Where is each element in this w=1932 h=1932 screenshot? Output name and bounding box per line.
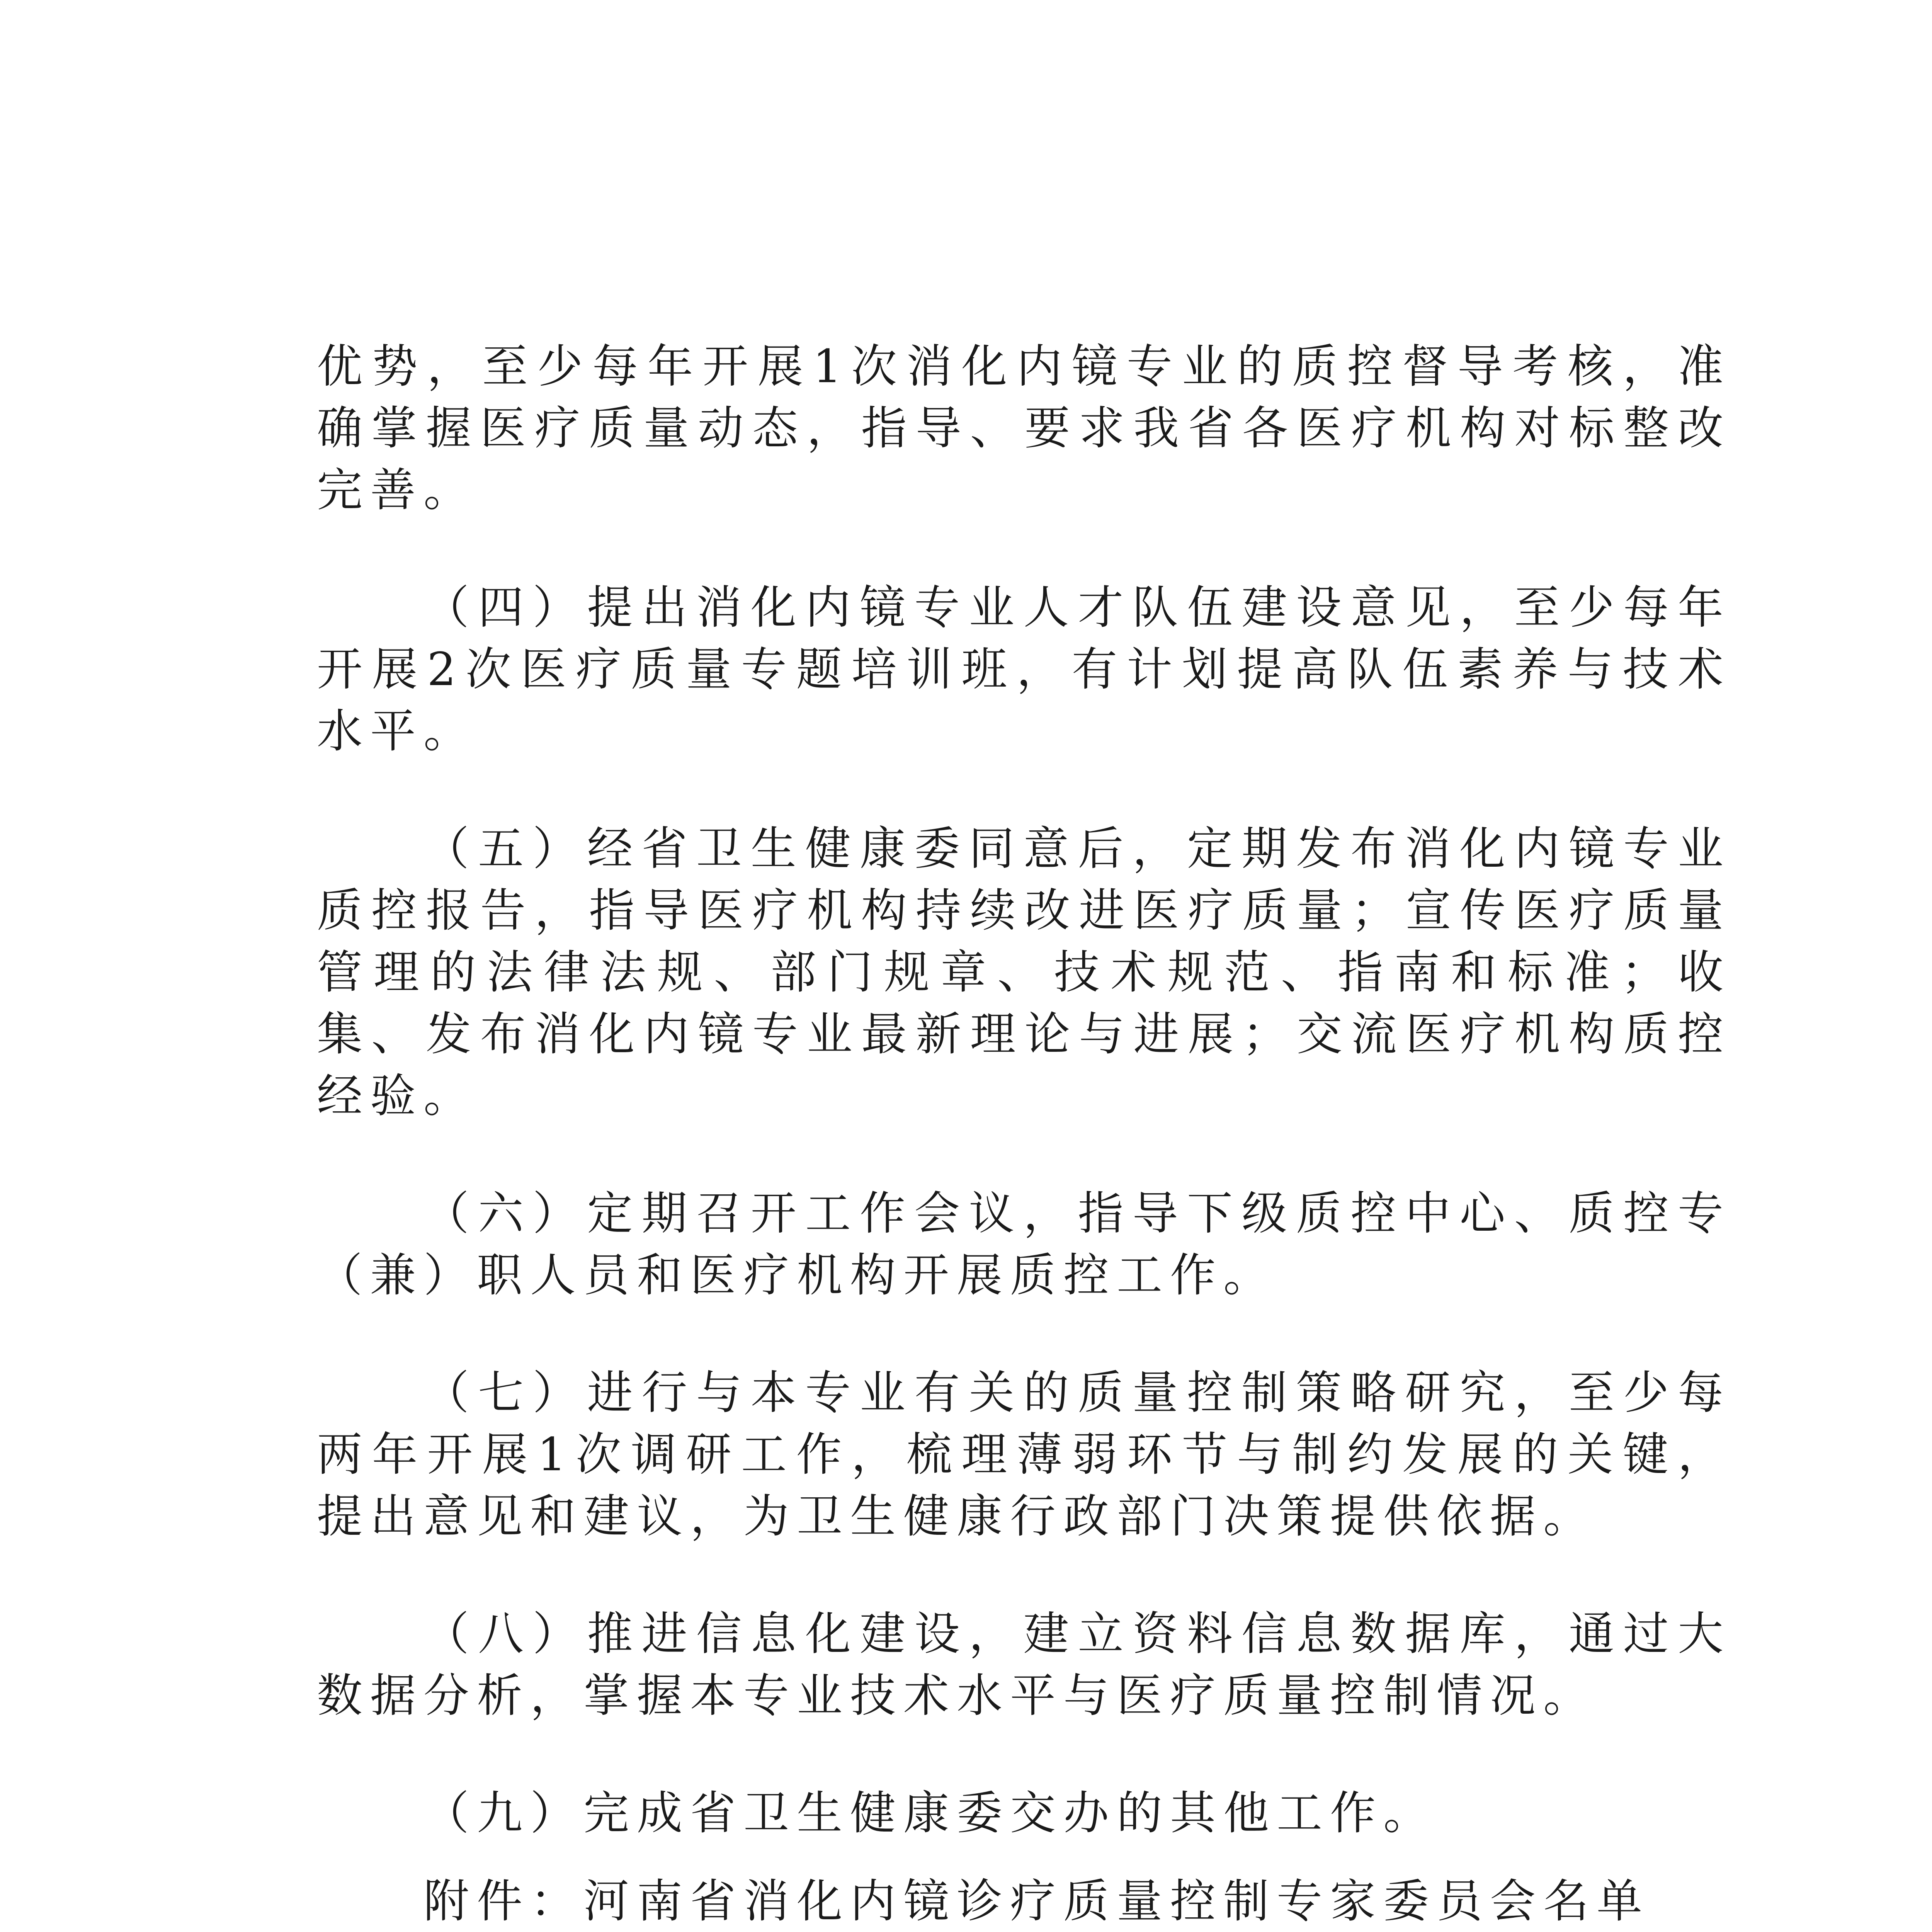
paragraph-item-9: （九）完成省卫生健康委交办的其他工作。 [423, 1786, 1437, 1840]
paragraph-item-4: （四）提出消化内镜专业人才队伍建设意见，至少每年开展2次医疗质量专题培训班，有计划提高队伍素养与技术水平。 [317, 581, 1731, 758]
paragraph-item-7: （七）进行与本专业有关的质量控制策略研究，至少每两年开展1次调研工作，梳理薄弱环节与制约发展的关键，提出意见和建议，为卫生健康行政部门决策提供依据。 [317, 1366, 1731, 1543]
paragraph-item-6: （六）定期召开工作会议，指导下级质控中心、质控专（兼）职人员和医疗机构开展质控工作。 [317, 1187, 1731, 1302]
attachment-line: 附件：河南省消化内镜诊疗质量控制专家委员会名单 [423, 1874, 1650, 1928]
document-body [317, 335, 1731, 1900]
paragraph-item-5: （五）经省卫生健康委同意后，定期发布消化内镜专业质控报告，指导医疗机构持续改进医疗质量；宣传医疗质量管理的法律法规、部门规章、技术规范、指南和标准；收集、发布消化内镜专业最新理论与进展；交流医疗机构质控经验。 [317, 822, 1731, 1122]
paragraph-item-8: （八）推进信息化建设，建立资料信息数据库，通过大数据分析，掌握本专业技术水平与医疗质量控制情况。 [317, 1607, 1731, 1722]
paragraph-continuation: 优势，至少每年开展1次消化内镜专业的质控督导考核，准确掌握医疗质量动态，指导、要求我省各医疗机构对标整改完善。 [317, 340, 1731, 517]
